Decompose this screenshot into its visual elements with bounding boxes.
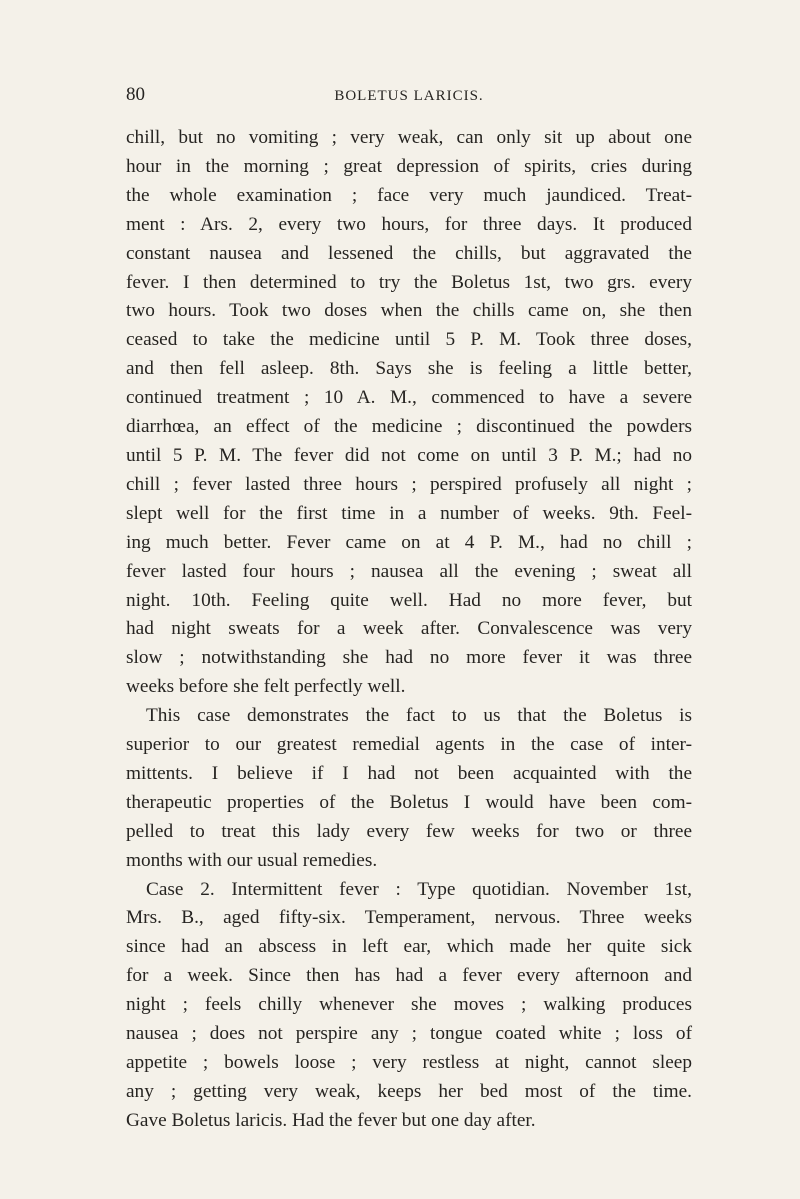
text-line-8: ceased to take the medicine until 5 P. M. Took three doses, bbox=[126, 329, 692, 351]
text-line-13: chill ; fever lasted three hours ; perspired profusely all night ; bbox=[126, 473, 692, 495]
text-line-9: and then fell asleep. 8th. Says she is feeling a little better, bbox=[126, 358, 692, 380]
text-line-21: This case demonstrates the fact to us that the Boletus is bbox=[146, 705, 692, 727]
text-line-14: slept well for the first time in a number of weeks. 9th. Feel- bbox=[126, 502, 692, 524]
page-number: 80 bbox=[126, 84, 145, 105]
text-line-35: Gave Boletus laricis. Had the fever but one day after. bbox=[126, 1109, 536, 1131]
text-line-19: slow ; notwithstanding she had no more fever it was three bbox=[126, 647, 692, 669]
text-line-1: chill, but no vomiting ; very weak, can only sit up about one bbox=[126, 127, 692, 148]
text-line-31: night ; feels chilly whenever she moves ; walking produces bbox=[126, 994, 692, 1016]
body-text bbox=[126, 124, 692, 1136]
text-line-12: until 5 P. M. The fever did not come on until 3 P. M.; had no bbox=[126, 444, 692, 466]
text-line-20: weeks before she felt perfectly well. bbox=[126, 676, 406, 698]
text-line-15: ing much better. Fever came on at 4 P. M., had no chill ; bbox=[126, 531, 692, 553]
text-line-24: therapeutic properties of the Boletus I would have been com- bbox=[126, 791, 692, 813]
text-line-33: appetite ; bowels loose ; very restless at night, cannot sleep bbox=[126, 1052, 692, 1073]
text-line-11: diarrhœa, an effect of the medicine ; discontinued the powders bbox=[126, 416, 692, 438]
text-line-26: months with our usual remedies. bbox=[126, 849, 378, 871]
text-line-27: Case 2. Intermittent fever : Type quotidian. November 1st, bbox=[146, 878, 692, 900]
text-line-10: continued treatment ; 10 A. M., commenced to have a severe bbox=[126, 387, 692, 409]
text-line-30: for a week. Since then has had a fever every afternoon and bbox=[126, 965, 692, 987]
text-line-23: mittents. I believe if I had not been acquainted with the bbox=[126, 762, 692, 784]
text-line-29: since had an abscess in left ear, which made her quite sick bbox=[126, 936, 692, 958]
running-head: BOLETUS LARICIS. bbox=[334, 88, 484, 104]
text-line-34: any ; getting very weak, keeps her bed most of the time. bbox=[126, 1080, 692, 1102]
text-line-25: pelled to treat this lady every few weeks for two or three bbox=[126, 820, 692, 842]
text-line-6: fever. I then determined to try the Boletus 1st, two grs. every bbox=[126, 271, 692, 293]
text-line-7: two hours. Took two doses when the chills came on, she then bbox=[126, 300, 692, 322]
text-line-2: hour in the morning ; great depression of spirits, cries during bbox=[126, 155, 692, 177]
text-line-32: nausea ; does not perspire any ; tongue coated white ; loss of bbox=[126, 1023, 692, 1045]
text-line-22: superior to our greatest remedial agents in the case of inter- bbox=[126, 734, 692, 756]
text-line-16: fever lasted four hours ; nausea all the evening ; sweat all bbox=[126, 560, 692, 582]
text-line-4: ment : Ars. 2, every two hours, for three days. It produced bbox=[126, 213, 692, 235]
text-line-17: night. 10th. Feeling quite well. Had no more fever, but bbox=[126, 589, 692, 611]
page-header bbox=[126, 84, 692, 114]
text-line-28: Mrs. B., aged fifty-six. Temperament, nervous. Three weeks bbox=[126, 907, 692, 929]
text-line-3: the whole examination ; face very much jaundiced. Treat- bbox=[126, 184, 692, 206]
text-line-18: had night sweats for a week after. Convalescence was very bbox=[126, 618, 692, 640]
text-line-5: constant nausea and lessened the chills, but aggravated the bbox=[126, 242, 692, 264]
